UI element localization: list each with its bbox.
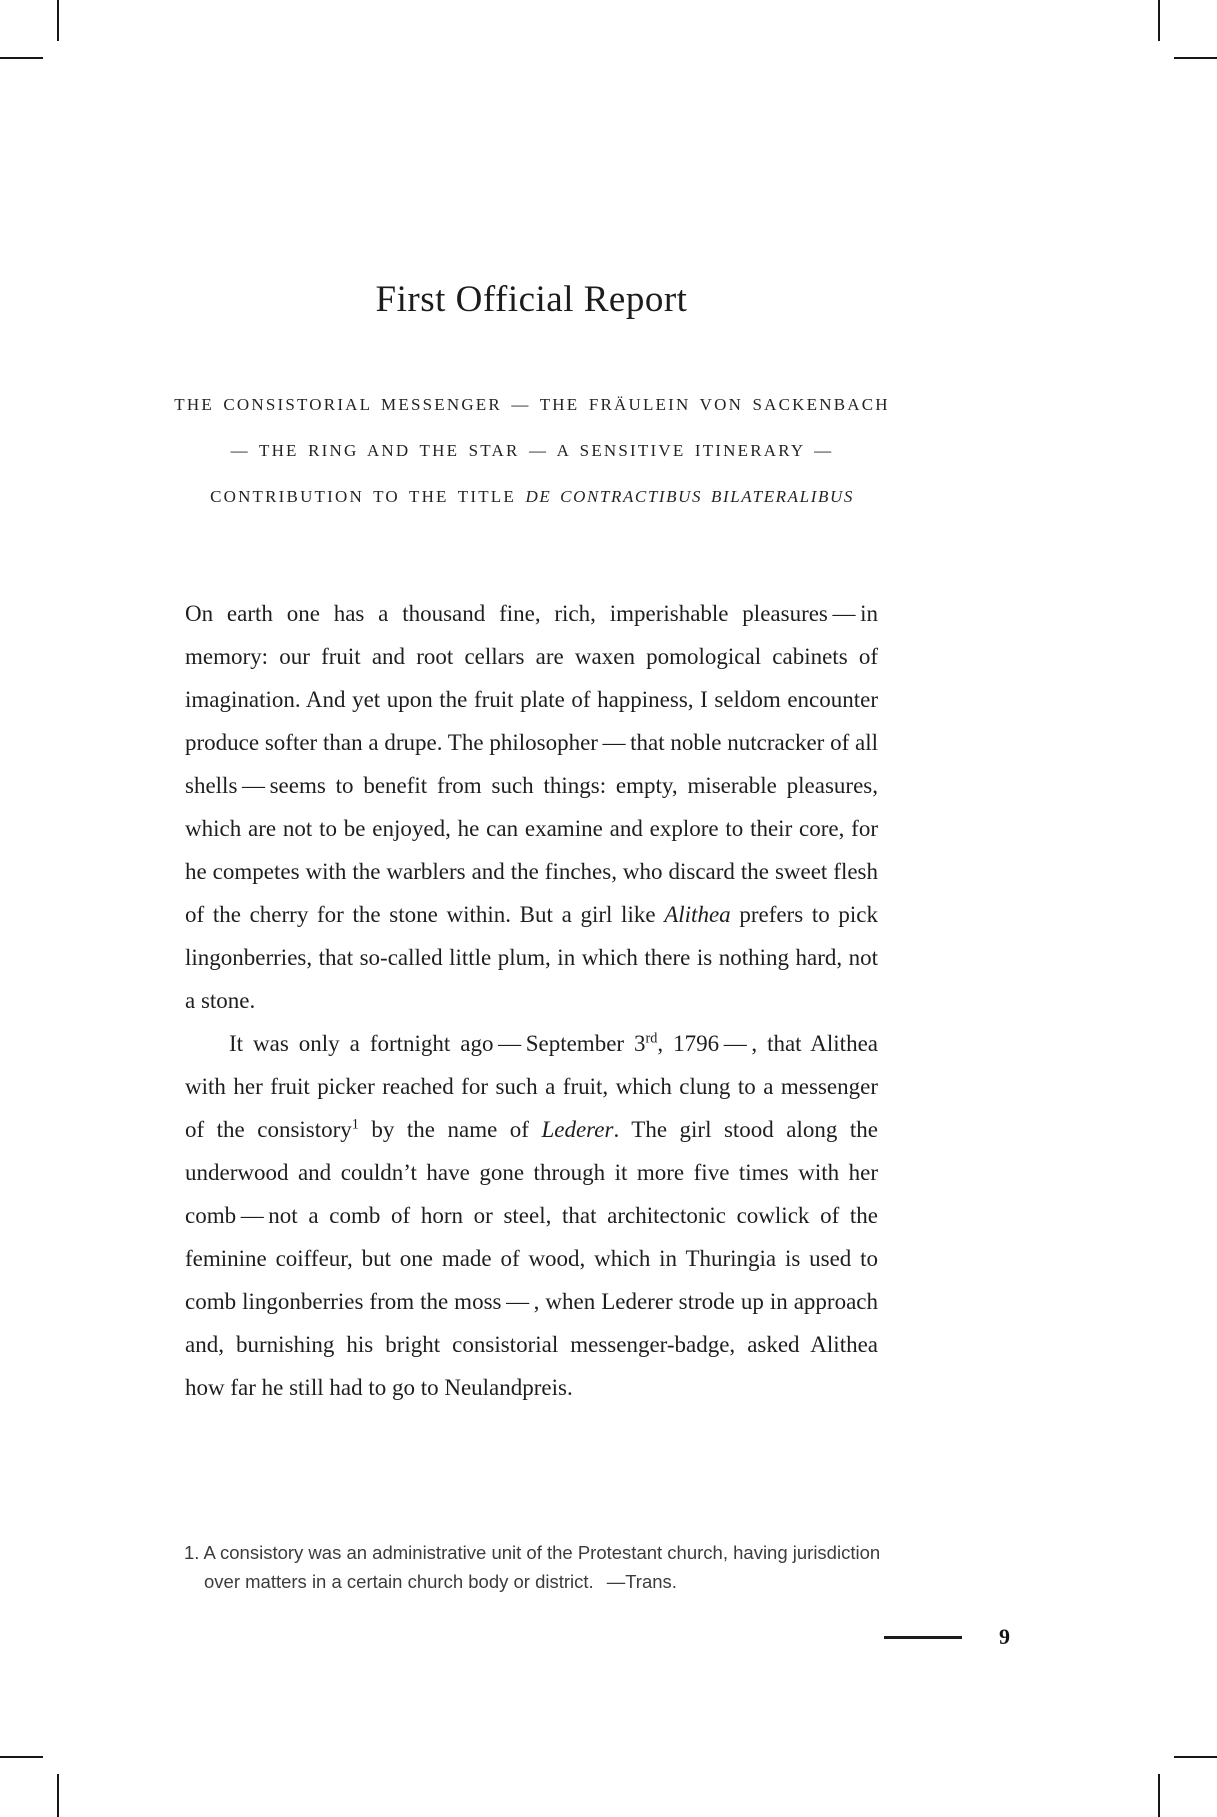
character-name-lederer: Lederer bbox=[541, 1117, 614, 1142]
footnote bbox=[184, 1538, 904, 1596]
page-footer bbox=[185, 1622, 1010, 1652]
crop-mark-bottom-right-vertical bbox=[1158, 1774, 1160, 1817]
chapter-subtitle bbox=[162, 382, 902, 520]
paragraph-2-text: , 1796 — , that Alithea with her fruit picker reached for such a fruit, which clung to a messenger of the consistory bbox=[185, 1031, 878, 1142]
crop-mark-top-right-vertical bbox=[1158, 0, 1160, 41]
folio-rule bbox=[884, 1636, 962, 1639]
subtitle-line-2: — THE RING AND THE STAR — A SENSITIVE ITINERARY — bbox=[230, 441, 834, 460]
crop-mark-top-right-horizontal bbox=[1174, 57, 1217, 59]
crop-mark-bottom-left-vertical bbox=[57, 1774, 59, 1817]
footnote-marker: 1 bbox=[351, 1116, 359, 1133]
crop-mark-top-left-vertical bbox=[57, 0, 59, 41]
ordinal-superscript: rd bbox=[645, 1030, 658, 1047]
paragraph-1 bbox=[185, 592, 878, 1022]
crop-mark-top-left-horizontal bbox=[0, 57, 43, 59]
paragraph-1-text: On earth one has a thousand fine, rich, imperishable pleasures — in memory: our fruit and root cellars are waxen pomological cabinets of imagination. And yet upon the fruit plate of happiness, I seldom encounter produce softer than a drupe. The philosopher — that noble nutcracker of all shells — seems to benefit from such things: empty, miserable pleasures, which are not to be enjoyed, he can examine and explore to their core, for he competes with the warblers and the finches, who discard the sweet flesh of the cherry for the stone within. But a girl like bbox=[185, 601, 878, 927]
paragraph-2-text: It was only a fortnight ago — September 3 bbox=[229, 1031, 646, 1056]
paragraph-2-text: by the name of bbox=[358, 1117, 542, 1142]
body-text bbox=[185, 592, 878, 1409]
subtitle-line-1: THE CONSISTORIAL MESSENGER — THE FRÄULEIN VON SACKENBACH bbox=[174, 395, 890, 414]
subtitle-line-3 bbox=[162, 474, 902, 520]
chapter-title: First Official Report bbox=[375, 279, 688, 320]
crop-mark-bottom-right-horizontal bbox=[1174, 1756, 1217, 1758]
subtitle-line-3-plain: CONTRIBUTION TO THE TITLE bbox=[210, 487, 526, 506]
paragraph-2 bbox=[185, 1022, 878, 1409]
paragraph-1-text: prefers to pick lingonberries, that so-called little plum, in which there is nothing hard, not a stone. bbox=[185, 902, 878, 1013]
footnote-attribution: —Trans. bbox=[606, 1571, 677, 1592]
paragraph-2-text: . The girl stood along the underwood and couldn’t have gone through it more five times with her comb — not a comb of horn or steel, that architectonic cowlick of the feminine coiffeur, but one made of wood, which in Thuringia is used to comb lingonberries from the moss — , when Lederer strode up in approach and, burnishing his bright consistorial messenger-badge, asked Alithea how far he still had to go to Neulandpreis. bbox=[185, 1117, 878, 1400]
page-number: 9 bbox=[999, 1624, 1010, 1649]
subtitle-line-3-latin-title: DE CONTRACTIBUS BILATERALIBUS bbox=[525, 487, 854, 506]
character-name-alithea: Alithea bbox=[664, 902, 731, 927]
crop-mark-bottom-left-horizontal bbox=[0, 1756, 43, 1758]
footnote-text: 1. A consistory was an administrative unit of the Protestant church, having jurisdiction over matters in a certain church body or district. bbox=[184, 1542, 881, 1592]
